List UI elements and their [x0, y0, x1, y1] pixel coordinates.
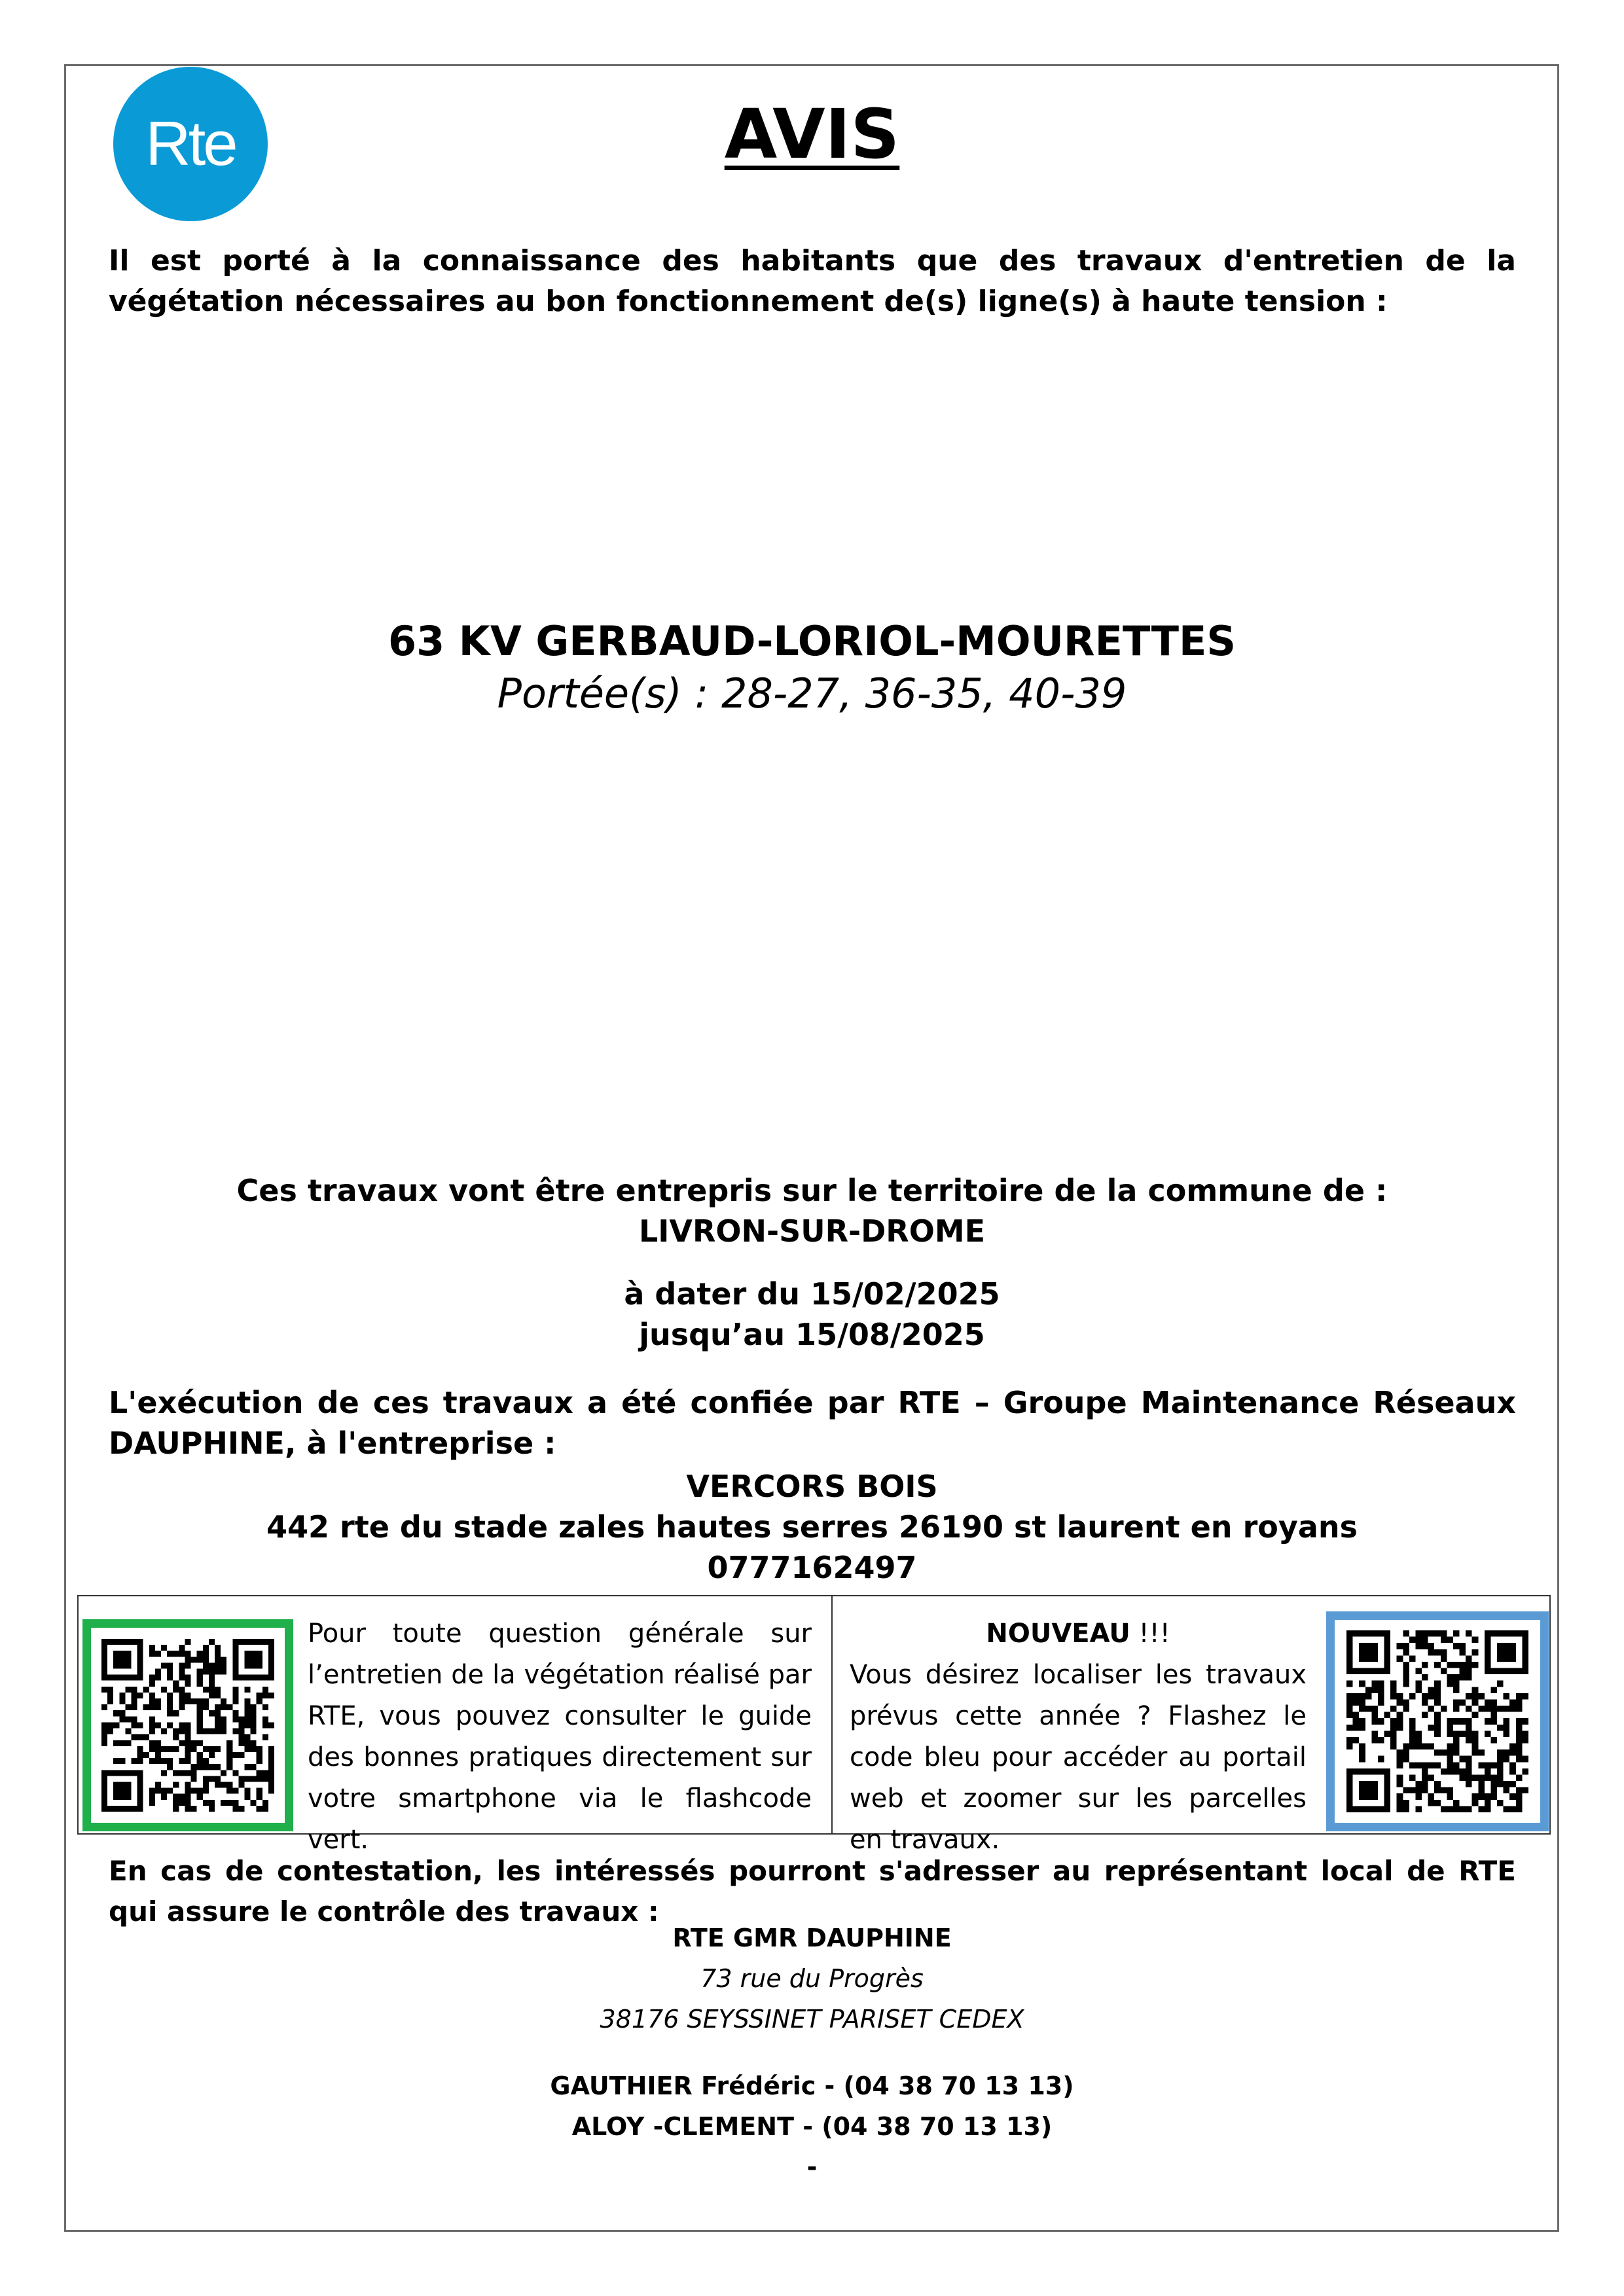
guide-text: Pour toute question générale sur l’entretien de la végétation réalisé par RTE, vous pouvez consulter le guide des bonnes pratiques directement sur votre smartphone via le flashcode vert.: [308, 1619, 812, 1855]
portal-text-block: [850, 1613, 1307, 1861]
office-street: 73 rue du Progrès: [700, 1964, 924, 1993]
start-date: à dater du 15/02/2025: [624, 1276, 1000, 1312]
notice-title: AVIS: [724, 94, 900, 174]
portal-text: Vous désirez localiser les travaux prévus cette année ? Flashez le code bleu pour accéder au portail web et zoomer sur les parcelles en travaux.: [850, 1660, 1307, 1855]
qr-code-icon: [1345, 1630, 1530, 1812]
power-line-spans: Portée(s) : 28-27, 36-35, 40-39: [497, 670, 1127, 717]
logo-text: Rte: [145, 109, 236, 179]
contest-paragraph: En cas de contestation, les intéressés pourront s'adresser au représentant local de RTE qui assure le contrôle des travaux :: [109, 1855, 1516, 1928]
contact-2: ALOY -CLEMENT - (04 38 70 13 13): [571, 2112, 1053, 2141]
intro-paragraph: Il est porté à la connaissance des habitants que des travaux d'entretien de la végétation nécessaires au bon fonctionnement de(s) ligne(s) à haute tension :: [109, 244, 1516, 318]
office-name: RTE GMR DAUPHINE: [672, 1924, 952, 1952]
contractor-name: VERCORS BOIS: [686, 1469, 938, 1504]
new-label: NOUVEAU !!!: [986, 1619, 1170, 1649]
power-line-name: 63 KV GERBAUD-LORIOL-MOURETTES: [388, 617, 1236, 665]
commune-intro: Ces travaux vont être entrepris sur le territoire de la commune de :: [236, 1173, 1388, 1208]
commune-name: LIVRON-SUR-DROME: [638, 1213, 986, 1249]
contact-1: GAUTHIER Frédéric - (04 38 70 13 13): [550, 2072, 1074, 2100]
end-date: jusqu’au 15/08/2025: [639, 1317, 985, 1352]
office-city: 38176 SEYSSINET PARISET CEDEX: [600, 2005, 1024, 2034]
contact-3: -: [806, 2153, 818, 2181]
blue-qr-code[interactable]: [1326, 1611, 1549, 1831]
contractor-phone: 0777162497: [707, 1550, 917, 1585]
green-qr-code[interactable]: [82, 1619, 293, 1831]
info-box-divider: [831, 1595, 833, 1835]
execution-paragraph: L'exécution de ces travaux a été confiée par RTE – Groupe Maintenance Réseaux DAUPHINE, à l'entreprise :: [109, 1385, 1516, 1461]
contractor-address: 442 rte du stade zales hautes serres 26190 st laurent en royans: [266, 1509, 1358, 1545]
qr-code-icon: [101, 1638, 274, 1812]
